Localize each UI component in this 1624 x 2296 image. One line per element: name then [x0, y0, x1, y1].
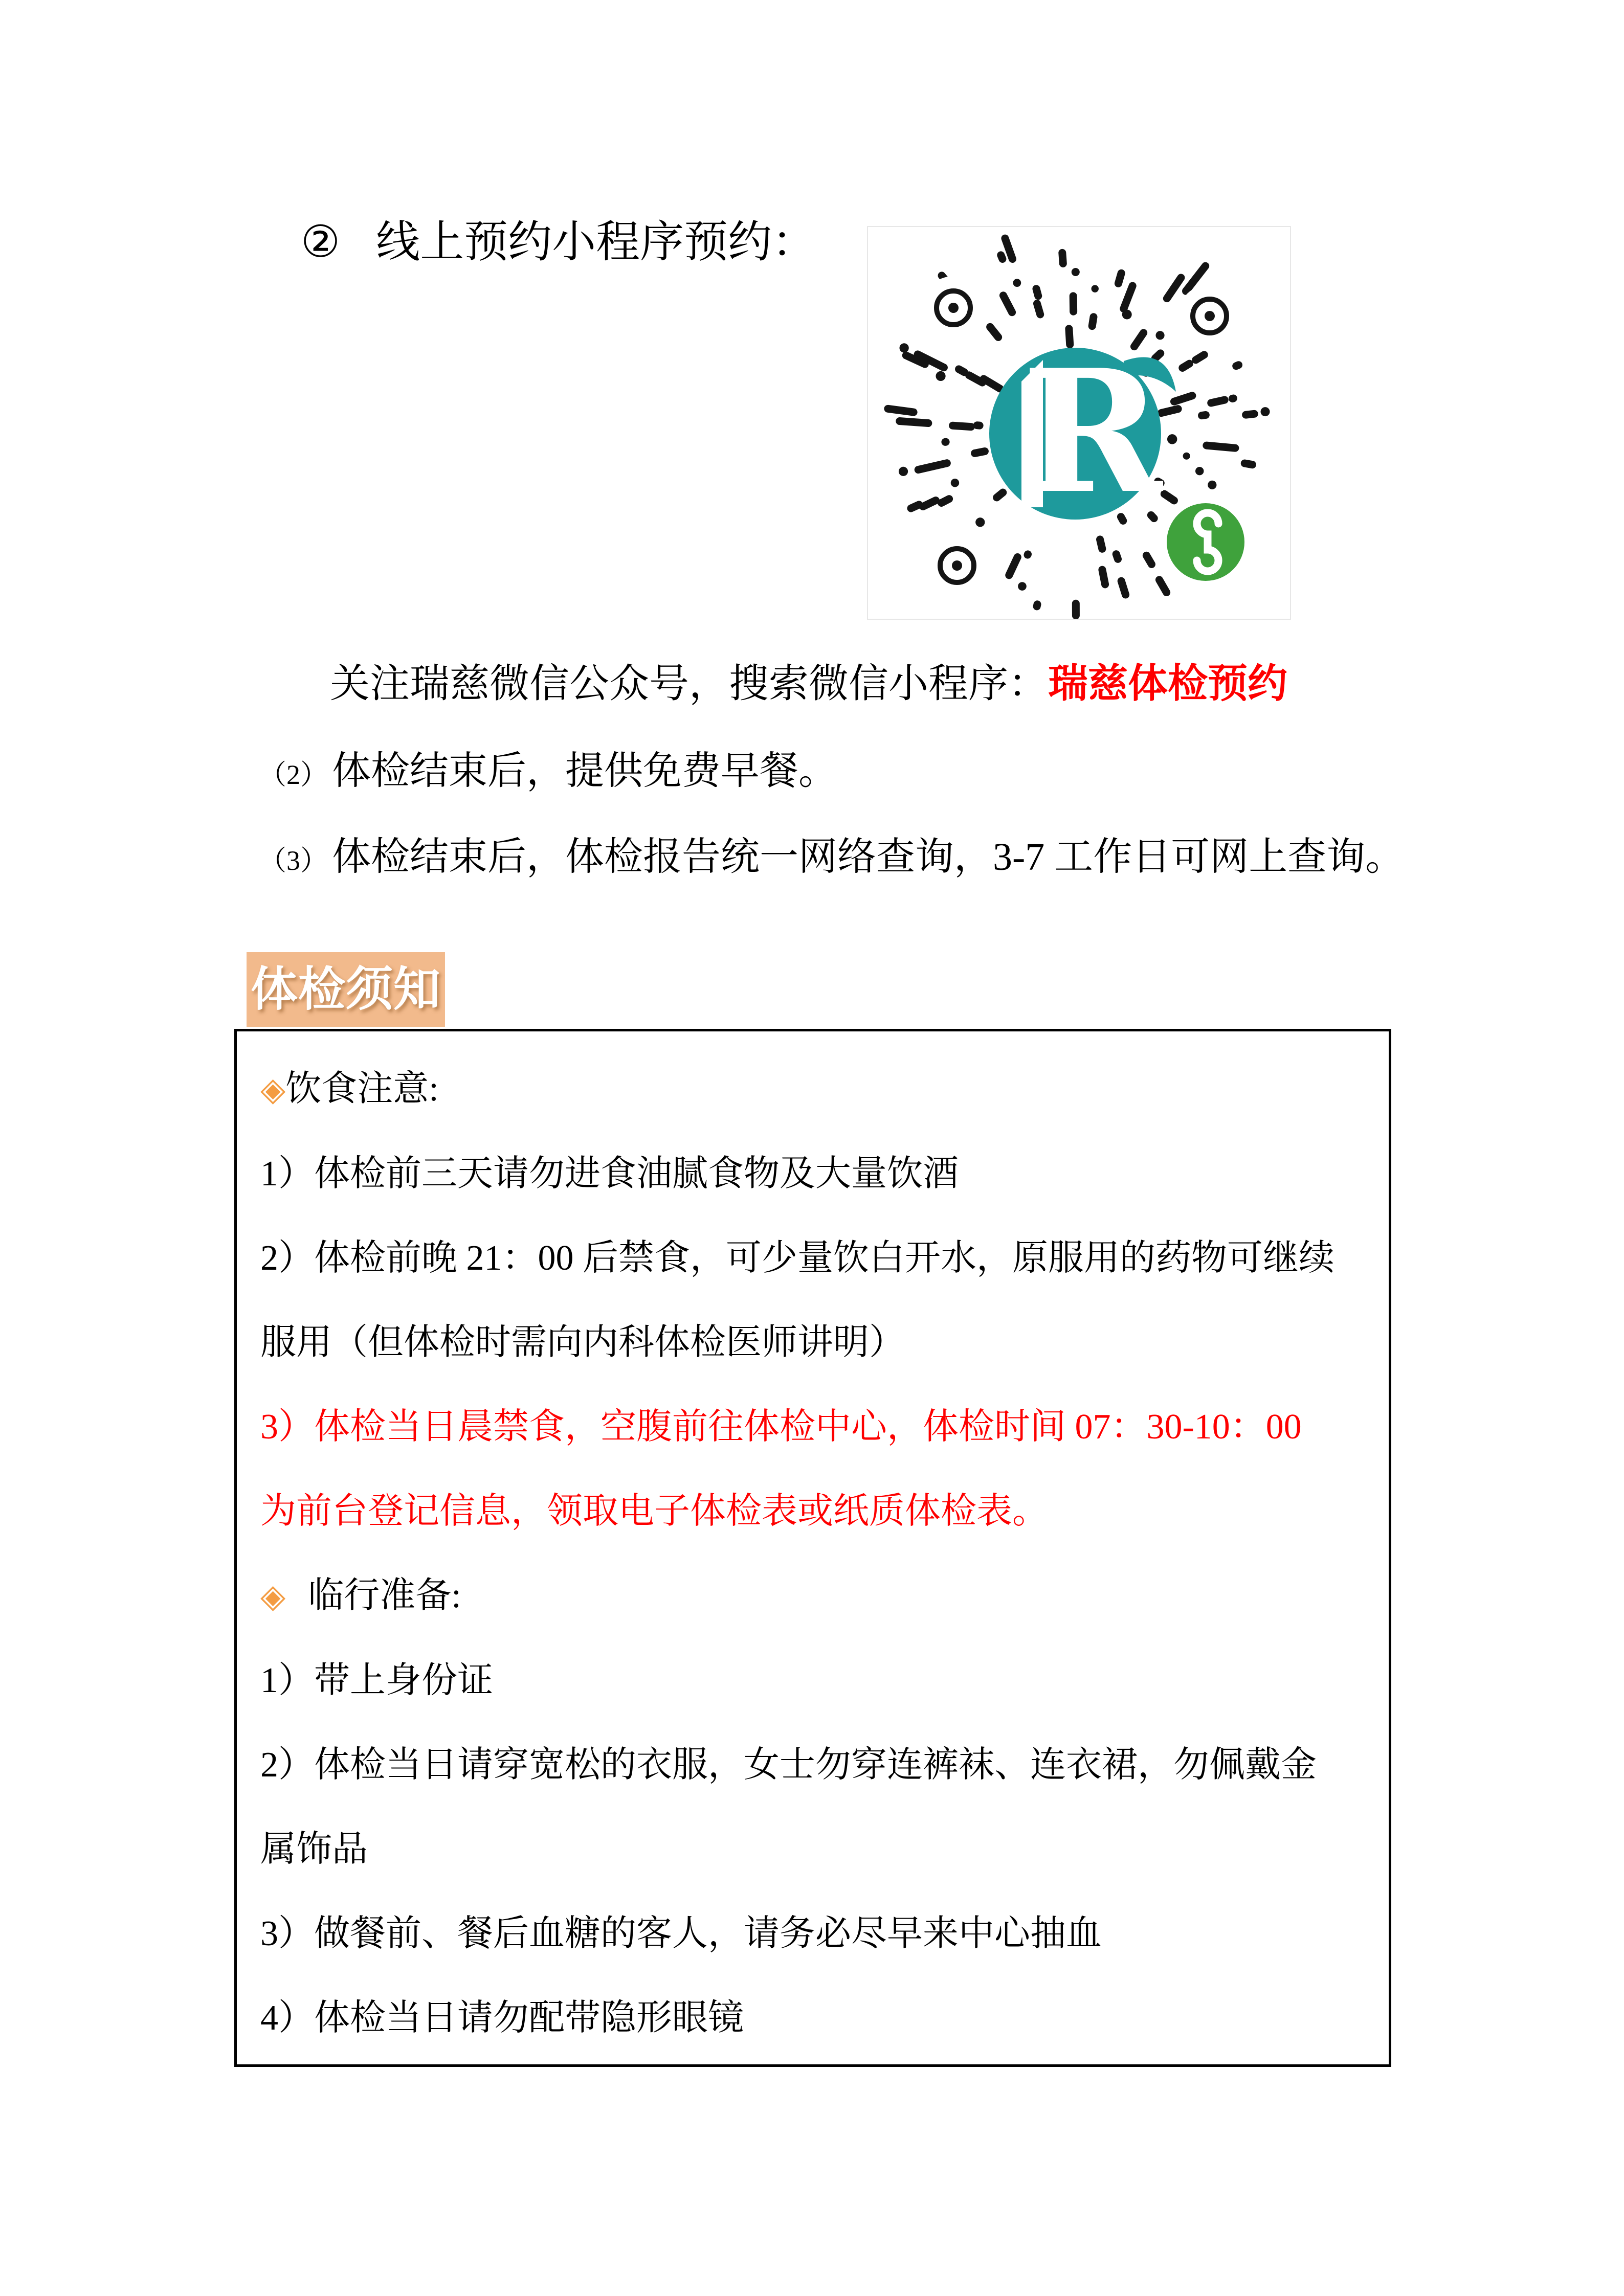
- mini-program-name: 瑞慈体检预约: [1048, 661, 1288, 706]
- notice-line: ◈ 临行准备:: [260, 1576, 461, 1615]
- item-text: 体检结束后，提供免费早餐。: [332, 750, 837, 793]
- step-marker: ②: [301, 217, 341, 266]
- breakfast-item: [259, 752, 837, 791]
- step-title: 线上预约小程序预约：: [376, 217, 816, 266]
- diamond-bullet-icon: ◈: [260, 1071, 286, 1108]
- notice-line: 为前台登记信息，领取电子体检表或纸质体检表。: [260, 1492, 1048, 1531]
- notice-line: ◈饮食注意:: [260, 1069, 439, 1109]
- step-line: [301, 217, 816, 266]
- follow-prefix: 关注瑞慈微信公众号，搜索微信小程序：: [330, 661, 1049, 706]
- notice-line: 1）带上身份证: [260, 1661, 493, 1700]
- follow-line: [330, 661, 1288, 706]
- qr-art: [868, 227, 1290, 619]
- notice-lines: [260, 1047, 1381, 2060]
- notice-line: 服用（但体检时需向内科体检医师讲明）: [260, 1323, 905, 1362]
- item-number: （3）: [259, 845, 328, 876]
- notice-box: [234, 1029, 1391, 2067]
- notice-banner-label: 体检须知: [251, 963, 441, 1016]
- notice-line: 属饰品: [260, 1830, 368, 1869]
- report-item: [259, 836, 1405, 879]
- notice-banner: [247, 952, 445, 1027]
- notice-line: 3）做餐前、餐后血糖的客人，请务必尽早来中心抽血: [260, 1914, 1102, 1953]
- notice-line: 2）体检前晚 21：00 后禁食，可少量饮白开水，原服用的药物可继续: [260, 1239, 1334, 1278]
- item-text: 体检结束后，体检报告统一网络查询，3-7 工作日可网上查询。: [332, 836, 1405, 879]
- diamond-bullet-icon: ◈: [260, 1578, 286, 1614]
- item-number: （2）: [259, 759, 328, 790]
- qr-code: [867, 226, 1291, 620]
- notice-line: 1）体检前三天请勿进食油腻食物及大量饮酒: [260, 1154, 959, 1194]
- notice-line: 4）体检当日请勿配带隐形眼镜: [260, 1998, 744, 2038]
- notice-line: 2）体检当日请穿宽松的衣服，女士勿穿连裤袜、连衣裙，勿佩戴金: [260, 1745, 1317, 1785]
- svg-text:R: R: [1021, 332, 1163, 531]
- notice-line: 3）体检当日晨禁食，空腹前往体检中心，体检时间 07：30-10：00: [260, 1407, 1302, 1447]
